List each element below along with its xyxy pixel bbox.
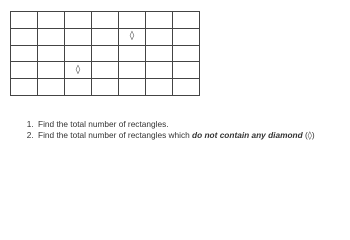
grid-cell — [11, 79, 38, 96]
question-2-paren-close: ) — [311, 130, 315, 140]
grid-cell — [11, 46, 38, 63]
grid-cell — [92, 12, 119, 29]
grid-cell — [173, 12, 200, 29]
diamond-icon: ◊ — [307, 130, 312, 140]
diamond-icon: ◊ — [129, 31, 135, 42]
question-list — [20, 119, 315, 141]
question-1 — [36, 119, 315, 130]
grid-cell — [173, 79, 200, 96]
grid-cell — [146, 62, 173, 79]
diamond-cell — [119, 29, 146, 46]
grid-cell — [119, 79, 146, 96]
grid-cell — [146, 46, 173, 63]
diamond-cell — [65, 62, 92, 79]
grid-cell — [92, 79, 119, 96]
grid-cell — [65, 12, 92, 29]
grid-cell — [119, 12, 146, 29]
grid-cell — [119, 46, 146, 63]
question-2-emphasis: do not contain any diamond — [192, 130, 303, 140]
grid-cell — [92, 29, 119, 46]
grid-cell — [38, 29, 65, 46]
grid-cell — [11, 12, 38, 29]
grid-cell — [92, 46, 119, 63]
question-2 — [36, 130, 315, 141]
grid-cell — [173, 29, 200, 46]
question-1-text: Find the total number of rectangles. — [38, 119, 169, 129]
grid-cell — [38, 12, 65, 29]
grid-cell — [146, 12, 173, 29]
grid-cell — [11, 29, 38, 46]
grid-cell — [146, 79, 173, 96]
grid-cell — [146, 29, 173, 46]
diamond-icon: ◊ — [75, 64, 81, 75]
grid-cell — [173, 46, 200, 63]
grid-cell — [38, 62, 65, 79]
grid-cell — [173, 62, 200, 79]
grid-cell — [65, 29, 92, 46]
grid-cell — [65, 79, 92, 96]
grid-cell — [65, 46, 92, 63]
grid-cell — [119, 62, 146, 79]
grid-cell — [92, 62, 119, 79]
question-2-paren-open: ( — [302, 130, 308, 140]
rectangle-grid — [10, 11, 200, 96]
grid-cell — [38, 46, 65, 63]
grid-cell — [11, 62, 38, 79]
question-2-text: Find the total number of rectangles which — [38, 130, 193, 140]
grid-cell — [38, 79, 65, 96]
